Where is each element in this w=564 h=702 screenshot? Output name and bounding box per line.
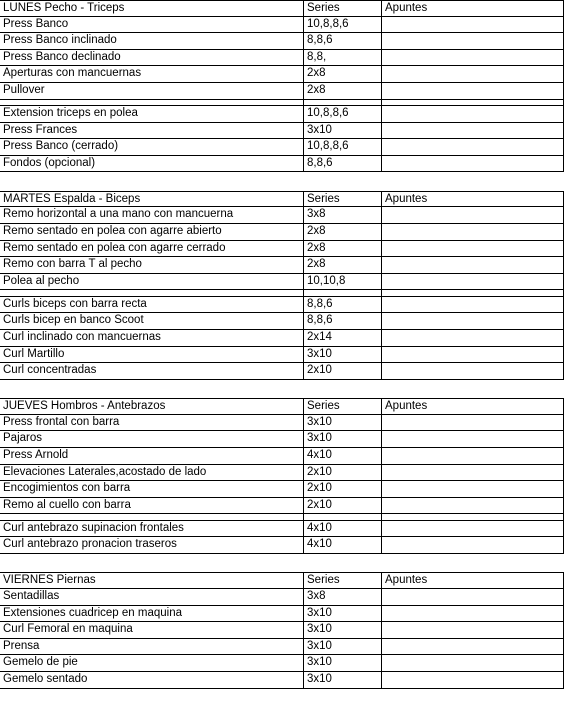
exercise-name-cell[interactable]: Press Banco inclinado	[0, 33, 304, 50]
exercise-name-cell[interactable]: Extension triceps en polea	[0, 106, 304, 123]
series-cell[interactable]: 3x10	[304, 672, 382, 689]
notes-cell[interactable]	[382, 139, 564, 156]
exercise-name-cell[interactable]: Gemelo sentado	[0, 672, 304, 689]
notes-cell[interactable]	[382, 274, 564, 291]
exercise-row	[0, 139, 564, 156]
day-title[interactable]: VIERNES Piernas	[0, 572, 304, 589]
series-column-header[interactable]: Series	[304, 398, 382, 415]
notes-cell[interactable]	[382, 498, 564, 515]
series-cell[interactable]: 2x8	[304, 224, 382, 241]
exercise-row	[0, 330, 564, 347]
exercise-name-cell[interactable]: Polea al pecho	[0, 274, 304, 291]
notes-cell[interactable]	[382, 313, 564, 330]
exercise-name-cell[interactable]: Sentadillas	[0, 589, 304, 606]
notes-cell[interactable]	[382, 481, 564, 498]
notes-cell[interactable]	[382, 241, 564, 258]
series-cell[interactable]: 10,8,8,6	[304, 17, 382, 34]
exercise-name-cell[interactable]: Curls biceps con barra recta	[0, 297, 304, 314]
exercise-row	[0, 498, 564, 515]
exercise-row	[0, 66, 564, 83]
notes-cell[interactable]	[382, 330, 564, 347]
exercise-row	[0, 274, 564, 291]
notes-column-header[interactable]: Apuntes	[382, 398, 564, 415]
exercise-name-cell[interactable]: Curl concentradas	[0, 363, 304, 380]
notes-cell[interactable]	[382, 655, 564, 672]
exercise-row	[0, 465, 564, 482]
exercise-name-cell[interactable]: Press Banco (cerrado)	[0, 139, 304, 156]
series-cell[interactable]: 3x10	[304, 431, 382, 448]
exercise-name-cell[interactable]: Curl Martillo	[0, 347, 304, 364]
series-cell[interactable]: 2x10	[304, 481, 382, 498]
day-title[interactable]: LUNES Pecho - Triceps	[0, 0, 304, 17]
notes-cell[interactable]	[382, 123, 564, 140]
exercise-row	[0, 207, 564, 224]
exercise-name-cell[interactable]: Press Banco declinado	[0, 50, 304, 67]
notes-cell[interactable]	[382, 50, 564, 67]
series-cell[interactable]: 8,8,	[304, 50, 382, 67]
series-cell[interactable]: 3x10	[304, 622, 382, 639]
exercise-name-cell[interactable]: Remo horizontal a una mano con mancuerna	[0, 207, 304, 224]
exercise-name-cell[interactable]: Prensa	[0, 639, 304, 656]
exercise-name-cell[interactable]: Fondos (opcional)	[0, 156, 304, 173]
exercise-row	[0, 106, 564, 123]
exercise-name-cell[interactable]: Press Arnold	[0, 448, 304, 465]
exercise-name-cell[interactable]: Aperturas con mancuernas	[0, 66, 304, 83]
exercise-row	[0, 33, 564, 50]
notes-cell[interactable]	[382, 83, 564, 100]
notes-cell[interactable]	[382, 17, 564, 34]
notes-column-header[interactable]: Apuntes	[382, 572, 564, 589]
exercise-row	[0, 521, 564, 538]
day-title[interactable]: MARTES Espalda - Biceps	[0, 191, 304, 208]
exercise-name-cell[interactable]: Curls bicep en banco Scoot	[0, 313, 304, 330]
series-cell[interactable]: 2x8	[304, 241, 382, 258]
exercise-row	[0, 123, 564, 140]
exercise-name-cell[interactable]: Pajaros	[0, 431, 304, 448]
series-cell[interactable]: 2x10	[304, 498, 382, 515]
series-cell[interactable]: 2x8	[304, 83, 382, 100]
exercise-row	[0, 363, 564, 380]
day-title[interactable]: JUEVES Hombros - Antebrazos	[0, 398, 304, 415]
exercise-row	[0, 448, 564, 465]
series-cell[interactable]: 8,8,6	[304, 313, 382, 330]
notes-cell[interactable]	[382, 156, 564, 173]
notes-cell[interactable]	[382, 465, 564, 482]
series-cell[interactable]: 3x10	[304, 606, 382, 623]
series-cell[interactable]: 3x10	[304, 655, 382, 672]
notes-column-header[interactable]: Apuntes	[382, 0, 564, 17]
exercise-row	[0, 431, 564, 448]
day-header-row	[0, 572, 564, 589]
exercise-name-cell[interactable]: Gemelo de pie	[0, 655, 304, 672]
series-cell[interactable]: 2x10	[304, 363, 382, 380]
exercise-row	[0, 589, 564, 606]
exercise-row	[0, 672, 564, 689]
exercise-name-cell[interactable]: Curl inclinado con mancuernas	[0, 330, 304, 347]
series-cell[interactable]: 10,8,8,6	[304, 106, 382, 123]
exercise-row	[0, 347, 564, 364]
notes-cell[interactable]	[382, 363, 564, 380]
series-cell[interactable]: 3x10	[304, 123, 382, 140]
exercise-row	[0, 241, 564, 258]
notes-cell[interactable]	[382, 606, 564, 623]
exercise-name-cell[interactable]: Pullover	[0, 83, 304, 100]
notes-cell[interactable]	[382, 33, 564, 50]
day-header-row	[0, 191, 564, 208]
exercise-row	[0, 83, 564, 100]
notes-column-header[interactable]: Apuntes	[382, 191, 564, 208]
series-cell[interactable]: 3x8	[304, 589, 382, 606]
notes-cell[interactable]	[382, 537, 564, 554]
series-cell[interactable]: 4x10	[304, 521, 382, 538]
exercise-row	[0, 313, 564, 330]
exercise-name-cell[interactable]: Remo con barra T al pecho	[0, 257, 304, 274]
exercise-name-cell[interactable]: Curl antebrazo pronacion traseros	[0, 537, 304, 554]
notes-cell[interactable]	[382, 297, 564, 314]
series-cell[interactable]: 4x10	[304, 448, 382, 465]
exercise-name-cell[interactable]: Remo sentado en polea con agarre abierto	[0, 224, 304, 241]
notes-cell[interactable]	[382, 521, 564, 538]
notes-cell[interactable]	[382, 257, 564, 274]
series-cell[interactable]: 10,10,8	[304, 274, 382, 291]
notes-cell[interactable]	[382, 431, 564, 448]
exercise-row	[0, 622, 564, 639]
exercise-row	[0, 257, 564, 274]
exercise-row	[0, 50, 564, 67]
series-cell[interactable]: 3x10	[304, 347, 382, 364]
exercise-row	[0, 297, 564, 314]
exercise-name-cell[interactable]: Encogimientos con barra	[0, 481, 304, 498]
series-cell[interactable]: 10,8,8,6	[304, 139, 382, 156]
exercise-row	[0, 156, 564, 173]
exercise-name-cell[interactable]: Press frontal con barra	[0, 415, 304, 432]
exercise-name-cell[interactable]: Elevaciones Laterales,acostado de lado	[0, 465, 304, 482]
series-cell[interactable]: 3x8	[304, 207, 382, 224]
exercise-row	[0, 481, 564, 498]
exercise-row	[0, 639, 564, 656]
notes-cell[interactable]	[382, 66, 564, 83]
notes-cell[interactable]	[382, 622, 564, 639]
exercise-row	[0, 606, 564, 623]
exercise-row	[0, 224, 564, 241]
exercise-row	[0, 17, 564, 34]
series-cell[interactable]: 2x10	[304, 465, 382, 482]
series-cell[interactable]: 8,8,6	[304, 33, 382, 50]
exercise-name-cell[interactable]: Extensiones cuadricep en maquina	[0, 606, 304, 623]
exercise-name-cell[interactable]: Press Banco	[0, 17, 304, 34]
exercise-name-cell[interactable]: Press Frances	[0, 123, 304, 140]
series-cell[interactable]: 4x10	[304, 537, 382, 554]
exercise-name-cell[interactable]: Curl Femoral en maquina	[0, 622, 304, 639]
notes-cell[interactable]	[382, 589, 564, 606]
series-cell[interactable]: 3x10	[304, 415, 382, 432]
series-column-header[interactable]: Series	[304, 0, 382, 17]
series-cell[interactable]: 2x14	[304, 330, 382, 347]
series-cell[interactable]: 3x10	[304, 639, 382, 656]
exercise-row	[0, 655, 564, 672]
exercise-name-cell[interactable]: Remo al cuello con barra	[0, 498, 304, 515]
exercise-row	[0, 415, 564, 432]
series-column-header[interactable]: Series	[304, 191, 382, 208]
series-cell[interactable]: 8,8,6	[304, 156, 382, 173]
notes-cell[interactable]	[382, 224, 564, 241]
series-cell[interactable]: 2x8	[304, 66, 382, 83]
notes-cell[interactable]	[382, 415, 564, 432]
series-column-header[interactable]: Series	[304, 572, 382, 589]
day-header-row	[0, 0, 564, 17]
exercise-row	[0, 537, 564, 554]
notes-cell[interactable]	[382, 448, 564, 465]
notes-cell[interactable]	[382, 347, 564, 364]
series-cell[interactable]: 2x8	[304, 257, 382, 274]
day-header-row	[0, 398, 564, 415]
notes-cell[interactable]	[382, 106, 564, 123]
notes-cell[interactable]	[382, 672, 564, 689]
exercise-name-cell[interactable]: Curl antebrazo supinacion frontales	[0, 521, 304, 538]
series-cell[interactable]: 8,8,6	[304, 297, 382, 314]
exercise-name-cell[interactable]: Remo sentado en polea con agarre cerrado	[0, 241, 304, 258]
notes-cell[interactable]	[382, 639, 564, 656]
notes-cell[interactable]	[382, 207, 564, 224]
